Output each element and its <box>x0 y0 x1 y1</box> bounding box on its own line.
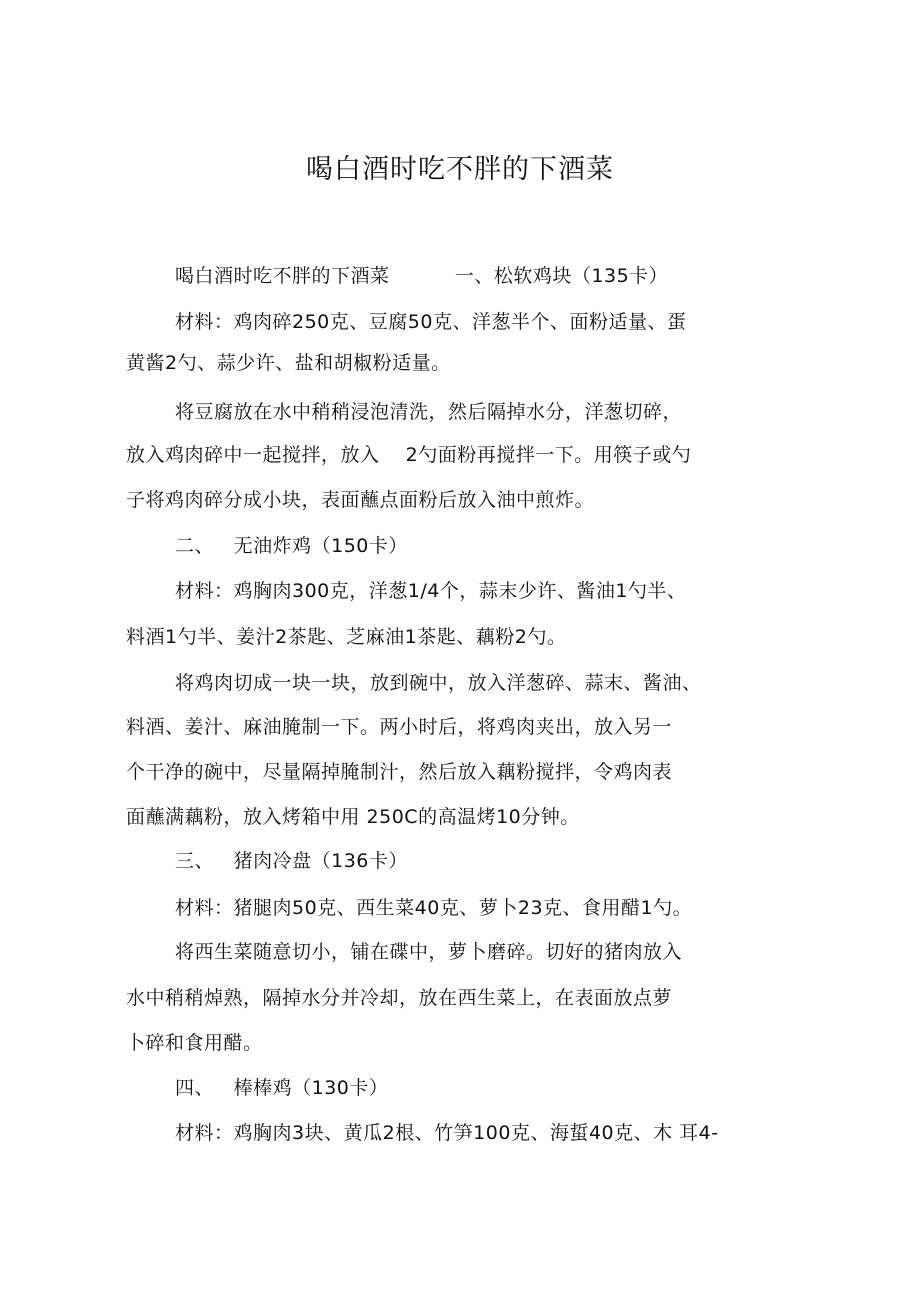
paragraph-line: 卜碎和食用醋。 <box>126 1032 263 1054</box>
document-title: 喝白酒时吃不胖的下酒菜 <box>306 154 614 185</box>
paragraph-line: 将豆腐放在水中稍稍浸泡清洗，然后隔掉水分，洋葱切碎， <box>175 401 683 423</box>
paragraph-line: 喝白酒时吃不胖的下酒菜 一、松软鸡块（135卡） <box>175 265 669 287</box>
paragraph-line: 料酒、姜汁、麻油腌制一下。两小时后，将鸡肉夹出，放入另一 <box>126 716 673 738</box>
paragraph-line: 材料：鸡胸肉300克，洋葱1/4个，蒜末少许、酱油1勺半、 <box>175 580 687 602</box>
paragraph-line: 材料：猪腿肉50克、西生菜40克、萝卜23克、食用醋1勺。 <box>175 897 693 919</box>
paragraph-line: 料酒1勺半、姜汁2茶匙、芝麻油1茶匙、藕粉2勺。 <box>126 626 567 648</box>
paragraph-line: 面蘸满藕粉，放入烤箱中用 250C的高温烤10分钟。 <box>126 806 580 828</box>
paragraph-line: 黄酱2勺、蒜少许、盐和胡椒粉适量。 <box>126 352 451 374</box>
section-heading: 四、 棒棒鸡（130卡） <box>175 1077 389 1099</box>
paragraph-line: 材料：鸡肉碎250克、豆腐50克、洋葱半个、面粉适量、蛋 <box>175 311 687 333</box>
paragraph-line: 将西生菜随意切小，铺在碟中，萝卜磨碎。切好的猪肉放入 <box>175 941 683 963</box>
paragraph-line: 将鸡肉切成一块一块，放到碗中，放入洋葱碎、蒜末、酱油、 <box>175 672 702 694</box>
paragraph-line: 子将鸡肉碎分成小块，表面蘸点面粉后放入油中煎炸。 <box>126 489 595 511</box>
paragraph-line: 放入鸡肉碎中一起搅拌，放入 2勺面粉再搅拌一下。用筷子或勺 <box>126 444 692 466</box>
section-heading: 二、 无油炸鸡（150卡） <box>175 535 408 557</box>
paragraph-line: 个干净的碗中，尽量隔掉腌制汁，然后放入藕粉搅拌，令鸡肉表 <box>126 761 673 783</box>
paragraph-line: 材料：鸡胸肉3块、黄瓜2根、竹笋100克、海蜇40克、木 耳4- <box>175 1122 719 1144</box>
paragraph-line: 水中稍稍焯熟，隔掉水分并冷却，放在西生菜上，在表面放点萝 <box>126 987 673 1009</box>
section-heading: 三、 猪肉冷盘（136卡） <box>175 850 408 872</box>
